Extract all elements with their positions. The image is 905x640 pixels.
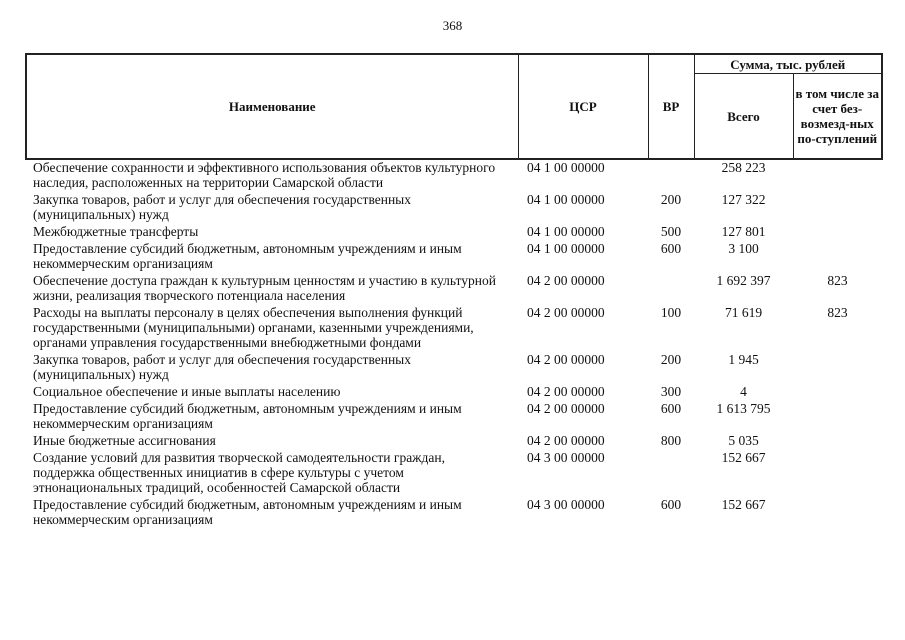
cell-free	[793, 352, 882, 384]
cell-csr: 04 1 00 00000	[527, 224, 605, 239]
cell-total: 5 035	[728, 433, 759, 448]
cell-vr: 100	[660, 305, 682, 320]
cell-free	[793, 401, 882, 433]
cell-csr: 04 2 00 00000	[527, 305, 605, 320]
header-sum: Сумма, тыс. рублей	[694, 54, 882, 74]
cell-total: 1 613 795	[716, 401, 771, 416]
table-row	[26, 352, 882, 384]
cell-csr: 04 3 00 00000	[527, 497, 605, 512]
table-row	[26, 192, 882, 224]
cell-vr: 200	[660, 192, 682, 207]
cell-free	[793, 433, 882, 450]
cell-free: 823	[827, 273, 848, 288]
page-number: 368	[442, 18, 463, 33]
table-row	[26, 273, 882, 305]
cell-csr: 04 2 00 00000	[527, 273, 605, 288]
cell-total: 4	[740, 384, 747, 399]
table-row	[26, 433, 882, 450]
table-header	[26, 54, 882, 159]
cell-total: 3 100	[728, 241, 759, 256]
cell-total: 127 322	[721, 192, 766, 207]
cell-name: Закупка товаров, работ и услуг для обеспечения государственных (муниципальных) нужд	[33, 352, 412, 382]
cell-vr	[648, 450, 694, 497]
cell-name: Предоставление субсидий бюджетным, автономным учреждениям и иным некоммерческим организациям	[33, 497, 462, 527]
cell-name: Обеспечение сохранности и эффективного использования объектов культурного наследия, расположенных на территории Самарской области	[33, 160, 496, 190]
cell-csr: 04 2 00 00000	[527, 384, 605, 399]
cell-total: 1 945	[728, 352, 759, 367]
cell-total: 1 692 397	[716, 273, 771, 288]
cell-csr: 04 2 00 00000	[527, 352, 605, 367]
cell-vr: 200	[660, 352, 682, 367]
table-row	[26, 224, 882, 241]
cell-free	[793, 384, 882, 401]
cell-total: 127 801	[721, 224, 766, 239]
header-total: Всего	[694, 74, 793, 160]
cell-csr: 04 2 00 00000	[527, 401, 605, 416]
cell-free	[793, 497, 882, 529]
cell-vr: 500	[660, 224, 682, 239]
cell-csr: 04 2 00 00000	[527, 433, 605, 448]
cell-total: 258 223	[721, 160, 766, 175]
table-row	[26, 159, 882, 192]
table-body	[26, 159, 882, 529]
cell-vr	[648, 273, 694, 305]
cell-free	[793, 192, 882, 224]
table-row	[26, 497, 882, 529]
cell-free	[793, 241, 882, 273]
cell-vr: 600	[660, 401, 682, 416]
cell-name: Создание условий для развития творческой самодеятельности граждан, поддержка общественных инициатив в сфере культуры с учетом этнонациональных традиций, особенностей Самарской области	[33, 450, 445, 495]
cell-vr	[648, 159, 694, 192]
cell-vr: 600	[660, 241, 682, 256]
cell-name: Обеспечение доступа граждан к культурным ценностям и участию в культурной жизни, реализация творческого потенциала населения	[33, 273, 496, 303]
cell-name: Закупка товаров, работ и услуг для обеспечения государственных (муниципальных) нужд	[33, 192, 412, 222]
cell-total: 152 667	[721, 450, 766, 465]
cell-name: Иные бюджетные ассигнования	[33, 433, 216, 448]
table-row	[26, 241, 882, 273]
cell-vr: 600	[660, 497, 682, 512]
cell-vr: 300	[660, 384, 682, 399]
cell-name: Предоставление субсидий бюджетным, автономным учреждениям и иным некоммерческим организациям	[33, 401, 462, 431]
cell-total: 152 667	[721, 497, 766, 512]
cell-csr: 04 1 00 00000	[527, 241, 605, 256]
table-row	[26, 384, 882, 401]
header-name: Наименование	[26, 54, 518, 159]
cell-name: Межбюджетные трансферты	[33, 224, 199, 239]
header-csr: ЦСР	[518, 54, 648, 159]
cell-free: 823	[827, 305, 848, 320]
cell-name: Предоставление субсидий бюджетным, автономным учреждениям и иным некоммерческим организациям	[33, 241, 462, 271]
cell-csr: 04 3 00 00000	[527, 450, 605, 465]
cell-csr: 04 1 00 00000	[527, 192, 605, 207]
cell-vr: 800	[660, 433, 682, 448]
cell-free	[793, 159, 882, 192]
header-vr: ВР	[648, 54, 694, 159]
table-row	[26, 450, 882, 497]
budget-table	[25, 53, 883, 529]
cell-csr: 04 1 00 00000	[527, 160, 605, 175]
cell-free	[793, 450, 882, 497]
cell-free	[793, 224, 882, 241]
table-row	[26, 401, 882, 433]
header-free: в том числе за счет без-возмезд-ных по-ступлений	[793, 74, 882, 160]
cell-total: 71 619	[724, 305, 763, 320]
cell-name: Социальное обеспечение и иные выплаты населению	[33, 384, 341, 399]
cell-name: Расходы на выплаты персоналу в целях обеспечения выполнения функций государственными (муниципальными) органами, казенными учреждениями, органами управления государственными внебюджетными фондами	[33, 305, 474, 350]
table-row	[26, 305, 882, 352]
